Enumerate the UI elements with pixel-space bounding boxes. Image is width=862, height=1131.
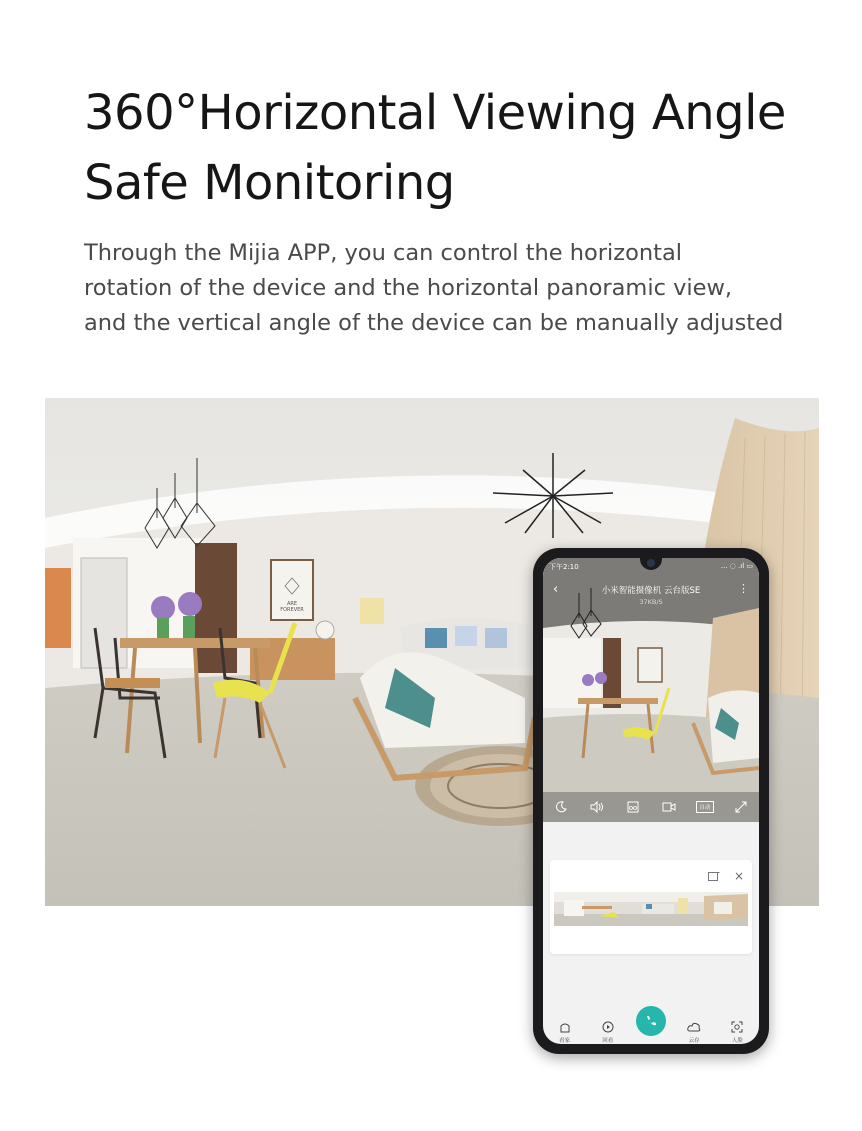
speaker-icon[interactable] bbox=[587, 797, 607, 817]
sleep-icon[interactable] bbox=[551, 797, 571, 817]
preset-position-card bbox=[550, 860, 752, 954]
nav-playback-label: 回看 bbox=[602, 1038, 614, 1044]
nav-cloud-label: 云存 bbox=[688, 1038, 700, 1044]
description-line-2: rotation of the device and the horizontal panoramic view, bbox=[84, 275, 733, 301]
nav-playback[interactable] bbox=[593, 1020, 623, 1044]
close-icon[interactable]: × bbox=[733, 868, 744, 883]
cloud-icon bbox=[687, 1020, 701, 1034]
page-headline bbox=[84, 78, 844, 218]
nav-watch-label: 看家 bbox=[559, 1038, 571, 1044]
nav-face[interactable] bbox=[722, 1020, 752, 1044]
headline-line-1: 360°Horizontal Viewing Angle bbox=[84, 85, 786, 141]
poster-line-1: ARE bbox=[286, 601, 298, 607]
nav-watch[interactable] bbox=[550, 1020, 580, 1044]
description-line-1: Through the Mijia APP, you can control the horizontal bbox=[84, 240, 683, 266]
camera-controls-bar bbox=[543, 792, 759, 822]
description bbox=[84, 236, 824, 341]
phone-icon bbox=[644, 1014, 658, 1028]
face-scan-icon bbox=[730, 1020, 744, 1034]
house-icon bbox=[558, 1020, 572, 1034]
description-line-3: and the vertical angle of the device can be manually adjusted bbox=[84, 310, 784, 336]
app-header bbox=[543, 580, 759, 614]
status-icons: ... ◌ .ıl ▭ bbox=[720, 562, 753, 570]
scale-icon[interactable] bbox=[623, 797, 643, 817]
fullscreen-icon[interactable] bbox=[731, 797, 751, 817]
status-time: 下午2:10 bbox=[549, 563, 579, 571]
headline-line-2: Safe Monitoring bbox=[84, 155, 455, 211]
bottom-nav bbox=[543, 1004, 759, 1044]
panorama-thumbnail[interactable] bbox=[554, 892, 748, 926]
data-rate: 37KB/S bbox=[639, 598, 663, 606]
call-button[interactable] bbox=[636, 1006, 666, 1036]
play-circle-icon bbox=[601, 1020, 615, 1034]
auto-label: 自动 bbox=[696, 801, 713, 813]
record-icon[interactable] bbox=[659, 797, 679, 817]
device-title: 小米智能摄像机 云台版SE bbox=[601, 586, 701, 596]
auto-icon[interactable] bbox=[695, 797, 715, 817]
add-preset-icon[interactable] bbox=[708, 866, 720, 885]
nav-face-label: 人脸 bbox=[731, 1038, 743, 1044]
back-arrow-icon[interactable]: ‹ bbox=[553, 582, 559, 597]
more-options-icon[interactable]: ⋮ bbox=[738, 582, 749, 595]
poster-line-2: FOREVER bbox=[280, 607, 304, 613]
nav-cloud[interactable] bbox=[679, 1020, 709, 1044]
phone-screen bbox=[543, 558, 759, 1044]
phone-mockup bbox=[533, 548, 769, 1054]
